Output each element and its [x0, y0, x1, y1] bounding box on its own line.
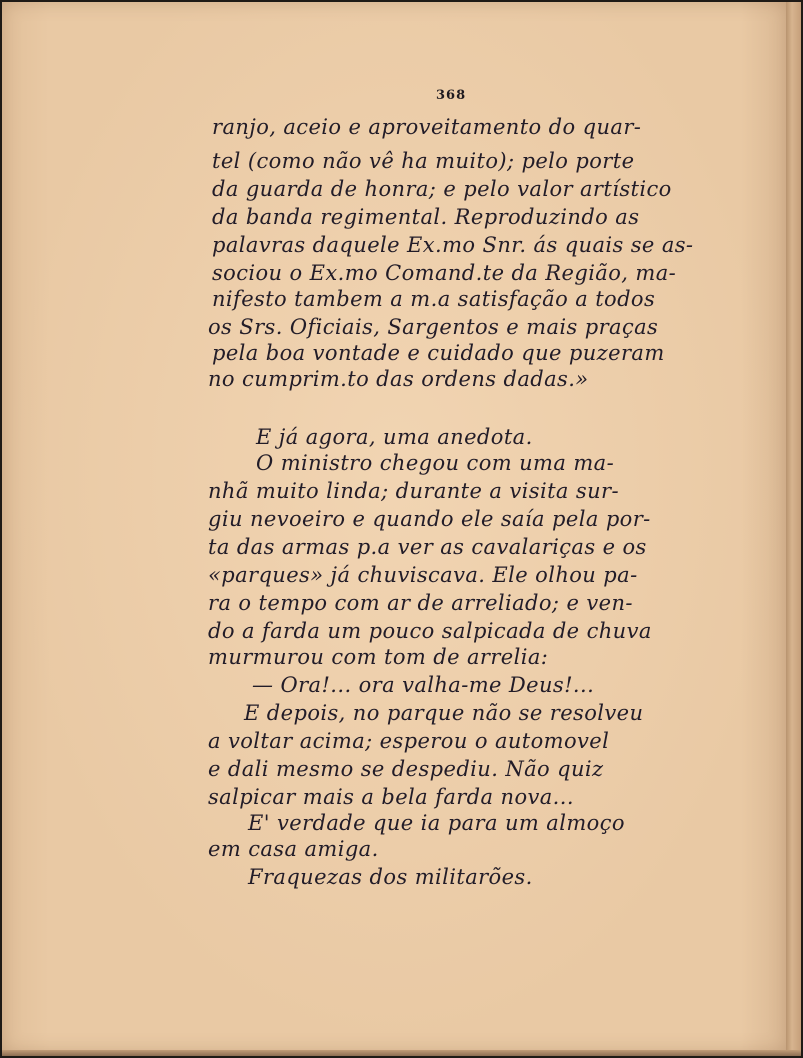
text-line: ta das armas p.a ver as cavalariças e os [208, 535, 647, 559]
text-line: pela boa vontade e cuidado que puzeram [212, 341, 665, 365]
text-line: os Srs. Oficiais, Sargentos e mais praças [208, 315, 659, 339]
text-line: — Ora!... ora valha-me Deus!... [252, 673, 595, 697]
page-number: 368 [436, 88, 467, 103]
text-line: ra o tempo com ar de arreliado; e ven- [208, 591, 633, 615]
page-edge-right [786, 2, 801, 1054]
text-line: O ministro chegou com uma ma- [256, 451, 615, 475]
text-line: em casa amiga. [208, 837, 379, 861]
text-line: do a farda um pouco salpicada de chuva [208, 619, 652, 643]
text-line: ranjo, aceio e aproveitamento do quar- [212, 115, 642, 139]
text-line: da guarda de honra; e pelo valor artístico [212, 177, 672, 201]
text-line: giu nevoeiro e quando ele saía pela por- [208, 507, 651, 531]
text-line: no cumprim.to das ordens dadas.» [208, 367, 589, 391]
text-line: Fraquezas dos militarões. [248, 865, 533, 889]
text-line: da banda regimental. Reproduzindo as [212, 205, 640, 229]
text-line: murmurou com tom de arrelia: [208, 645, 549, 669]
text-line: palavras daquele Ex.mo Snr. ás quais se as- [212, 233, 694, 257]
text-line: E depois, no parque não se resolveu [244, 701, 644, 725]
text-line: «parques» já chuviscava. Ele olhou pa- [208, 563, 638, 587]
text-line: tel (como não vê ha muito); pelo porte [212, 149, 635, 173]
text-line: E' verdade que ia para um almoço [248, 811, 625, 835]
text-line: E já agora, uma anedota. [256, 425, 533, 449]
text-line: nifesto tambem a m.a satisfação a todos [212, 287, 656, 311]
text-line: sociou o Ex.mo Comand.te da Região, ma- [212, 261, 677, 285]
page-edge-bottom [2, 1050, 801, 1056]
text-line: nhã muito linda; durante a visita sur- [208, 479, 619, 503]
text-line: e dali mesmo se despediu. Não quiz [208, 757, 604, 781]
text-line: salpicar mais a bela farda nova... [208, 785, 574, 809]
text-line: a voltar acima; esperou o automovel [208, 729, 610, 753]
